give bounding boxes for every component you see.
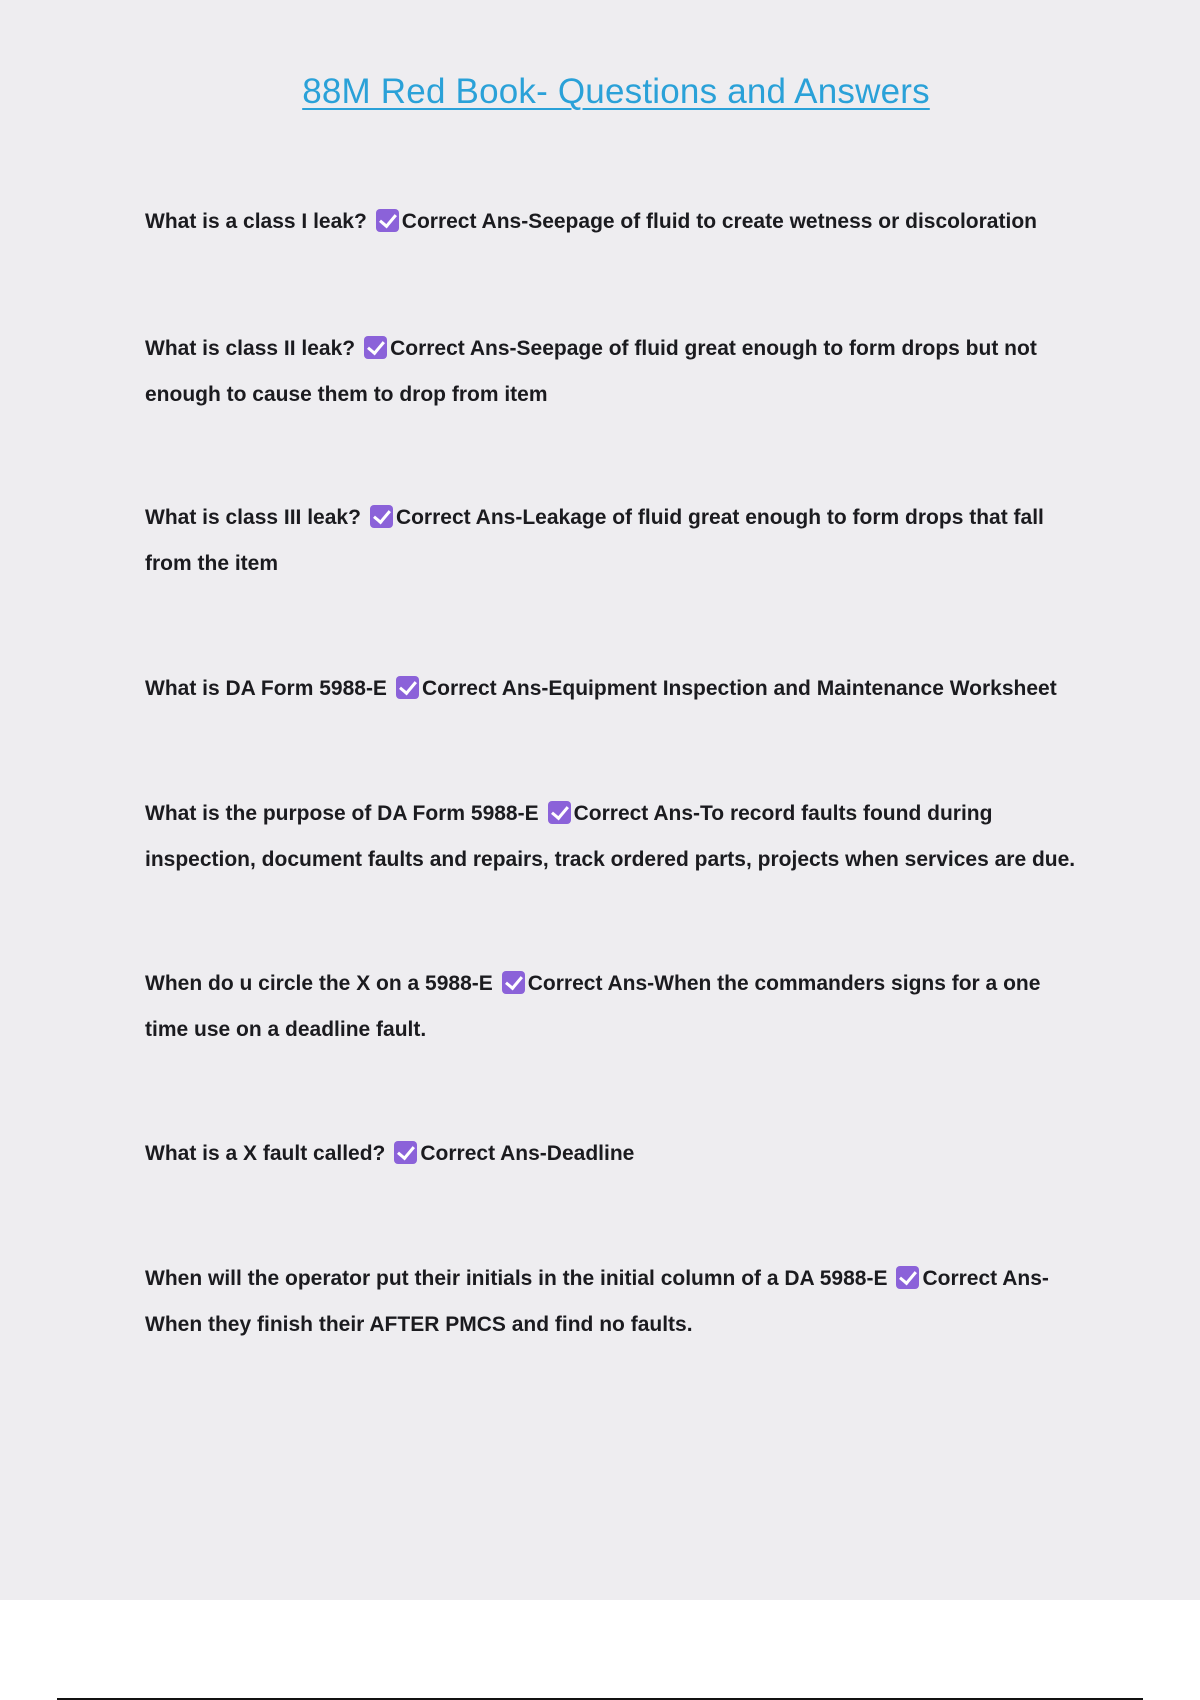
qa-item <box>145 666 1085 712</box>
qa-item <box>145 495 1085 587</box>
qa-item <box>145 1256 1085 1348</box>
qa-item <box>145 199 1085 245</box>
qa-item <box>145 961 1085 1053</box>
question-text: What is class III leak? <box>145 506 361 529</box>
question-text: What is DA Form 5988-E <box>145 677 387 700</box>
question-text: What is the purpose of DA Form 5988-E <box>145 802 539 825</box>
qa-item <box>145 791 1085 883</box>
answer-text: Correct Ans-When the commanders signs for a one time use on a deadline fault. <box>145 972 1041 1041</box>
answer-text: Correct Ans-Seepage of fluid great enough to form drops but not enough to cause them to drop from item <box>145 337 1037 406</box>
checkbox-checked-icon <box>502 971 525 994</box>
answer-text: Correct Ans-Deadline <box>420 1142 635 1165</box>
answer-text: Correct Ans-When they finish their AFTER PMCS and find no faults. <box>145 1267 1049 1336</box>
question-text: When will the operator put their initials in the initial column of a DA 5988-E <box>145 1267 888 1290</box>
question-text: When do u circle the X on a 5988-E <box>145 972 493 995</box>
checkbox-checked-icon <box>548 801 571 824</box>
checkbox-checked-icon <box>376 209 399 232</box>
qa-item <box>145 1131 1085 1177</box>
question-text: What is a class I leak? <box>145 210 367 233</box>
answer-text: Correct Ans-To record faults found during inspection, document faults and repairs, track ordered parts, projects when services are due. <box>145 802 1076 871</box>
question-text: What is class II leak? <box>145 337 356 360</box>
document-title: 88M Red Book- Questions and Answers <box>302 72 930 111</box>
checkbox-checked-icon <box>370 505 393 528</box>
question-text: What is a X fault called? <box>145 1142 386 1165</box>
answer-text: Correct Ans-Equipment Inspection and Maintenance Worksheet <box>421 677 1057 700</box>
checkbox-checked-icon <box>364 336 387 359</box>
checkbox-checked-icon <box>394 1141 417 1164</box>
checkbox-checked-icon <box>896 1266 919 1289</box>
checkbox-checked-icon <box>396 676 419 699</box>
answer-text: Correct Ans-Seepage of fluid to create wetness or discoloration <box>401 210 1037 233</box>
answer-text: Correct Ans-Leakage of fluid great enough to form drops that fall from the item <box>145 506 1044 575</box>
qa-item <box>145 326 1085 418</box>
